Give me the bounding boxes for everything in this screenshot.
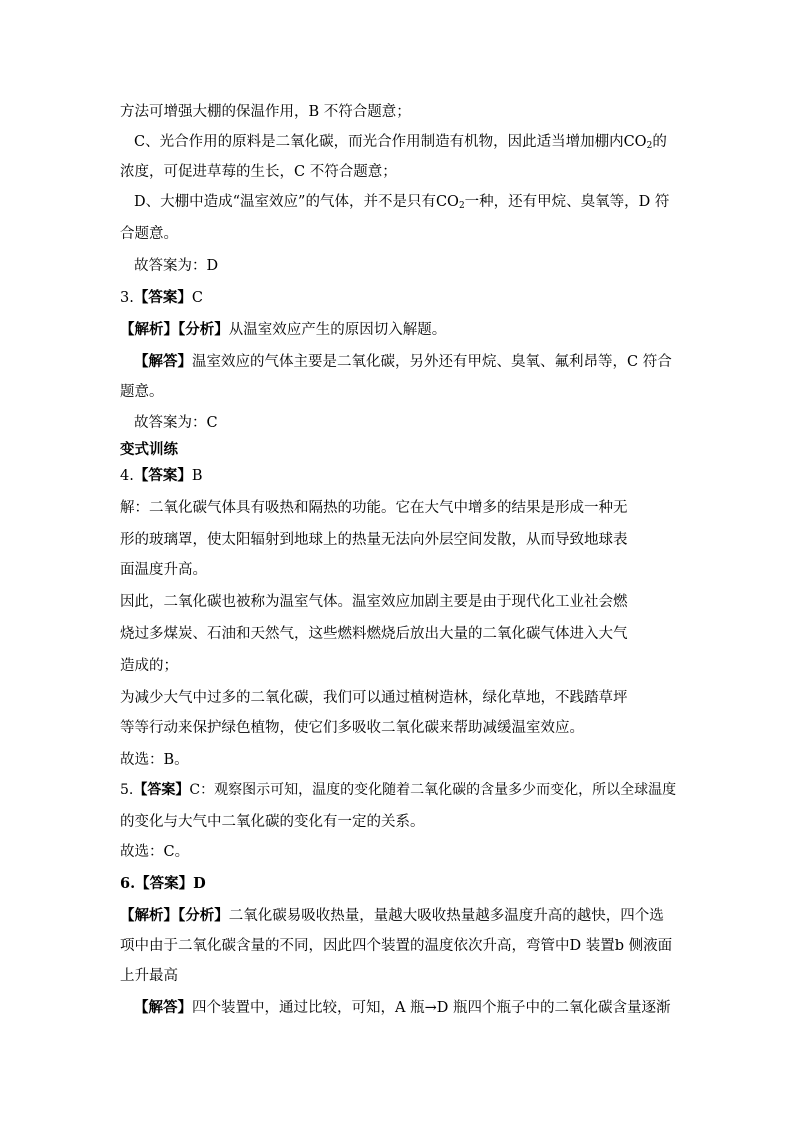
answer-6-heading: 6.【答案】D — [120, 875, 206, 892]
answer-3-heading: 3.【答案】C — [120, 289, 203, 306]
text-line: 故选：B。 — [120, 752, 189, 768]
text-line: 【解析】【分析】从温室效应产生的原因切入解题。 — [120, 321, 447, 338]
text-line: 项中由于二氧化碳含量的不同，因此四个装置的温度依次升高，弯管中D 装置b 侧液面 — [120, 938, 673, 954]
text-line: 面温度升高。 — [120, 562, 207, 578]
text-line: 解：二氧化碳气体具有吸热和隔热的功能。它在大气中增多的结果是形成一种无 — [120, 500, 628, 516]
text-line: 等等行动来保护绿色植物，使它们多吸收二氧化碳来帮助减缓温室效应。 — [120, 720, 584, 736]
text-line: 形的玻璃罩，使太阳辐射到地球上的热量无法向外层空间发散，从而导致地球表 — [120, 532, 628, 548]
text-line: 的变化与大气中二氧化碳的变化有一定的关系。 — [120, 814, 425, 830]
text-line: 合题意。 — [120, 226, 178, 242]
text-line: 为减少大气中过多的二氧化碳，我们可以通过植树造林，绿化草地，不践踏草坪 — [120, 690, 628, 706]
text-line: 因此，二氧化碳也被称为温室气体。温室效应加剧主要是由于现代化工业社会燃 — [120, 594, 628, 610]
text-line: 【解答】四个装置中，通过比较，可知，A 瓶→D 瓶四个瓶子中的二氧化碳含量逐渐 — [134, 999, 671, 1016]
text-line: 故选：C。 — [120, 844, 190, 860]
text-line: 烧过多煤炭、石油和天然气，这些燃料燃烧后放出大量的二氧化碳气体进入大气 — [120, 626, 628, 642]
text-line: D、大棚中造成“温室效应”的气体，并不是只有$CO_2$一种，还有甲烷、臭氧等，D 符 — [134, 194, 670, 211]
text-line: 上升最高 — [120, 968, 178, 984]
text-line: C、光合作用的原料是二氧化碳，而光合作用制造有机物，因此适当增加棚内$CO_2$的 — [134, 134, 667, 151]
text-line: 题意。 — [120, 384, 164, 400]
text-line: 浓度，可促进草莓的生长，C 不符合题意； — [120, 164, 397, 180]
text-line: 【解析】【分析】二氧化碳易吸收热量，量越大吸收热量越多温度升高的越快，四个选 — [120, 907, 664, 924]
section-heading: 变式训练 — [120, 441, 178, 458]
answer-4-heading: 4.【答案】B — [120, 467, 203, 484]
text-line: 造成的； — [120, 658, 178, 674]
text-line: 方法可增强大棚的保温作用，B 不符合题意； — [120, 104, 411, 120]
text-line: 故答案为：D — [134, 258, 219, 274]
answer-5-heading: 5.【答案】C：观察图示可知，温度的变化随着二氧化碳的含量多少而变化，所以全球温度 — [120, 782, 677, 798]
text-line: 【解答】温室效应的气体主要是二氧化碳，另外还有甲烷、臭氧、氟利昂等，C 符合 — [134, 353, 672, 370]
text-line: 故答案为：C — [134, 415, 218, 431]
